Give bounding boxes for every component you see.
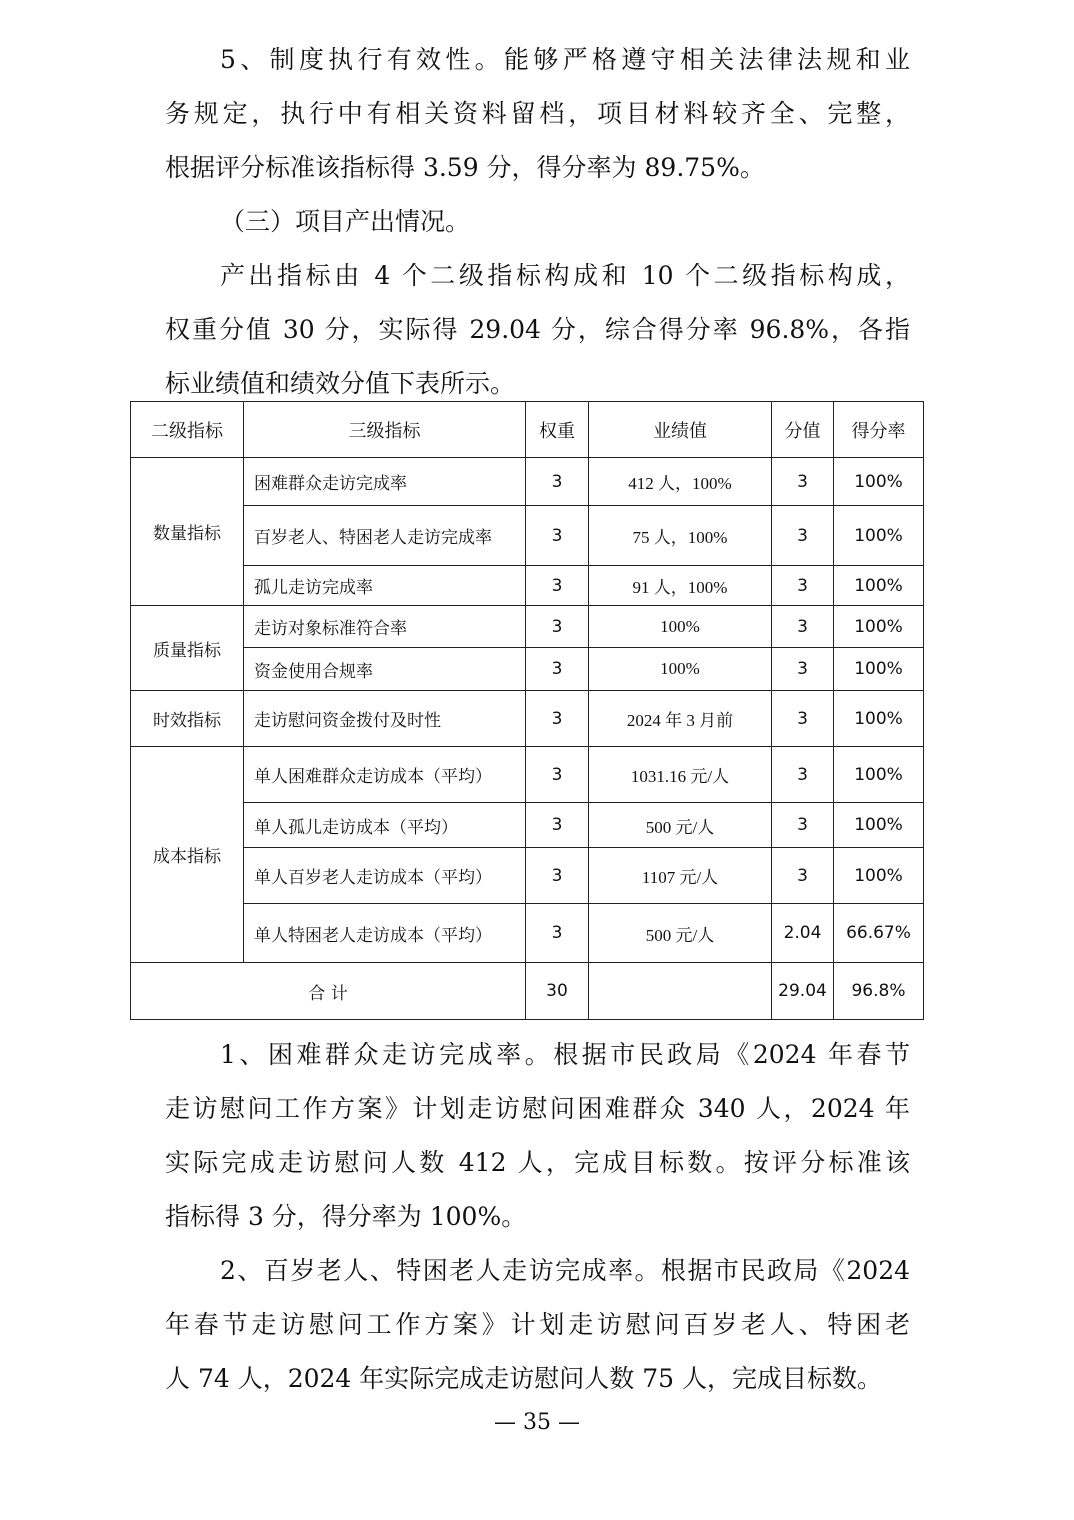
paragraph-line: 根据评分标准该指标得 3.59 分，得分率为 89.75%。 — [165, 153, 765, 182]
table-row — [131, 747, 924, 803]
total-score-cell: 29.04 — [772, 963, 834, 1020]
bottom-text — [165, 1028, 910, 1406]
indicator-cell: 百岁老人、特困老人走访完成率 — [244, 506, 526, 566]
paragraph-line: 标业绩值和绩效分值下表所示。 — [165, 369, 516, 398]
indicator-cell: 单人困难群众走访成本（平均） — [244, 747, 526, 803]
performance-cell: 91 人，100% — [589, 566, 772, 606]
indicator-cell: 孤儿走访完成率 — [244, 566, 526, 606]
paragraph-line: 务规定，执行中有相关资料留档，项目材料较齐全、完整， — [165, 99, 910, 128]
top-text — [165, 33, 910, 411]
rate-cell: 100% — [834, 848, 924, 904]
weight-cell: 3 — [526, 648, 589, 691]
performance-cell: 500 元/人 — [589, 803, 772, 848]
indicator-cell: 单人特困老人走访成本（平均） — [244, 904, 526, 963]
rate-cell: 66.67% — [834, 904, 924, 963]
header-cell: 二级指标 — [131, 402, 244, 458]
paragraph-line: 权重分值 30 分，实际得 29.04 分，综合得分率 96.8%，各指 — [165, 315, 910, 344]
total-rate-cell: 96.8% — [834, 963, 924, 1020]
performance-cell: 1031.16 元/人 — [589, 747, 772, 803]
indicator-cell: 走访慰问资金拨付及时性 — [244, 691, 526, 747]
table-row — [131, 648, 924, 691]
indicator-cell: 单人百岁老人走访成本（平均） — [244, 848, 526, 904]
indicator-cell: 单人孤儿走访成本（平均） — [244, 803, 526, 848]
indicator-cell: 困难群众走访完成率 — [244, 458, 526, 506]
table-row — [131, 566, 924, 606]
score-cell: 3 — [772, 648, 834, 691]
score-cell: 3 — [772, 747, 834, 803]
header-cell: 业绩值 — [589, 402, 772, 458]
score-cell: 3 — [772, 458, 834, 506]
rate-cell: 100% — [834, 747, 924, 803]
performance-cell: 75 人，100% — [589, 506, 772, 566]
score-cell: 3 — [772, 566, 834, 606]
weight-cell: 3 — [526, 803, 589, 848]
weight-cell: 3 — [526, 848, 589, 904]
paragraph-line: 5、制度执行有效性。能够严格遵守相关法律法规和业 — [220, 45, 910, 74]
performance-cell: 100% — [589, 648, 772, 691]
total-value-cell — [589, 963, 772, 1020]
weight-cell: 3 — [526, 747, 589, 803]
weight-cell: 3 — [526, 691, 589, 747]
weight-cell: 3 — [526, 506, 589, 566]
indicator-cell: 走访对象标准符合率 — [244, 606, 526, 648]
rate-cell: 100% — [834, 648, 924, 691]
total-label-cell: 合 计 — [131, 963, 526, 1020]
score-cell: 2.04 — [772, 904, 834, 963]
header-cell: 分值 — [772, 402, 834, 458]
rate-cell: 100% — [834, 506, 924, 566]
paragraph-line: 走访慰问工作方案》计划走访慰问困难群众 340 人，2024 年 — [165, 1094, 910, 1123]
paragraph-line: 指标得 3 分，得分率为 100%。 — [165, 1202, 527, 1231]
header-cell: 权重 — [526, 402, 589, 458]
performance-cell: 1107 元/人 — [589, 848, 772, 904]
group-cell: 成本指标 — [131, 747, 244, 963]
indicator-cell: 资金使用合规率 — [244, 648, 526, 691]
group-cell: 质量指标 — [131, 606, 244, 691]
group-cell: 时效指标 — [131, 691, 244, 747]
score-cell: 3 — [772, 803, 834, 848]
table-header-row — [131, 402, 924, 458]
header-cell: 三级指标 — [244, 402, 526, 458]
performance-cell: 100% — [589, 606, 772, 648]
performance-cell: 500 元/人 — [589, 904, 772, 963]
table-row — [131, 606, 924, 648]
paragraph-line: （三）项目产出情况。 — [220, 207, 471, 236]
weight-cell: 3 — [526, 566, 589, 606]
header-cell: 得分率 — [834, 402, 924, 458]
weight-cell: 3 — [526, 606, 589, 648]
rate-cell: 100% — [834, 458, 924, 506]
table-row — [131, 691, 924, 747]
rate-cell: 100% — [834, 566, 924, 606]
paragraph-line: 人 74 人，2024 年实际完成走访慰问人数 75 人，完成目标数。 — [165, 1364, 882, 1393]
paragraph-line: 2、百岁老人、特困老人走访完成率。根据市民政局《2024 — [220, 1256, 910, 1285]
paragraph-line: 1、困难群众走访完成率。根据市民政局《2024 年春节 — [220, 1040, 910, 1069]
total-row — [131, 963, 924, 1020]
performance-cell: 412 人，100% — [589, 458, 772, 506]
paragraph-line: 年春节走访慰问工作方案》计划走访慰问百岁老人、特困老 — [165, 1310, 910, 1339]
score-cell: 3 — [772, 506, 834, 566]
page-number: — 35 — — [494, 1410, 580, 1435]
rate-cell: 100% — [834, 606, 924, 648]
group-cell: 数量指标 — [131, 458, 244, 606]
performance-cell: 2024 年 3 月前 — [589, 691, 772, 747]
score-cell: 3 — [772, 691, 834, 747]
table-row — [131, 506, 924, 566]
output-indicator-table — [130, 401, 924, 1020]
weight-cell: 3 — [526, 904, 589, 963]
table-row — [131, 803, 924, 848]
score-cell: 3 — [772, 848, 834, 904]
rate-cell: 100% — [834, 803, 924, 848]
paragraph-line: 产出指标由 4 个二级指标构成和 10 个二级指标构成， — [220, 261, 910, 290]
paragraph-line: 实际完成走访慰问人数 412 人，完成目标数。按评分标准该 — [165, 1148, 910, 1177]
table-row — [131, 848, 924, 904]
weight-cell: 3 — [526, 458, 589, 506]
table-row — [131, 458, 924, 506]
total-weight-cell: 30 — [526, 963, 589, 1020]
score-cell: 3 — [772, 606, 834, 648]
rate-cell: 100% — [834, 691, 924, 747]
table-row — [131, 904, 924, 963]
